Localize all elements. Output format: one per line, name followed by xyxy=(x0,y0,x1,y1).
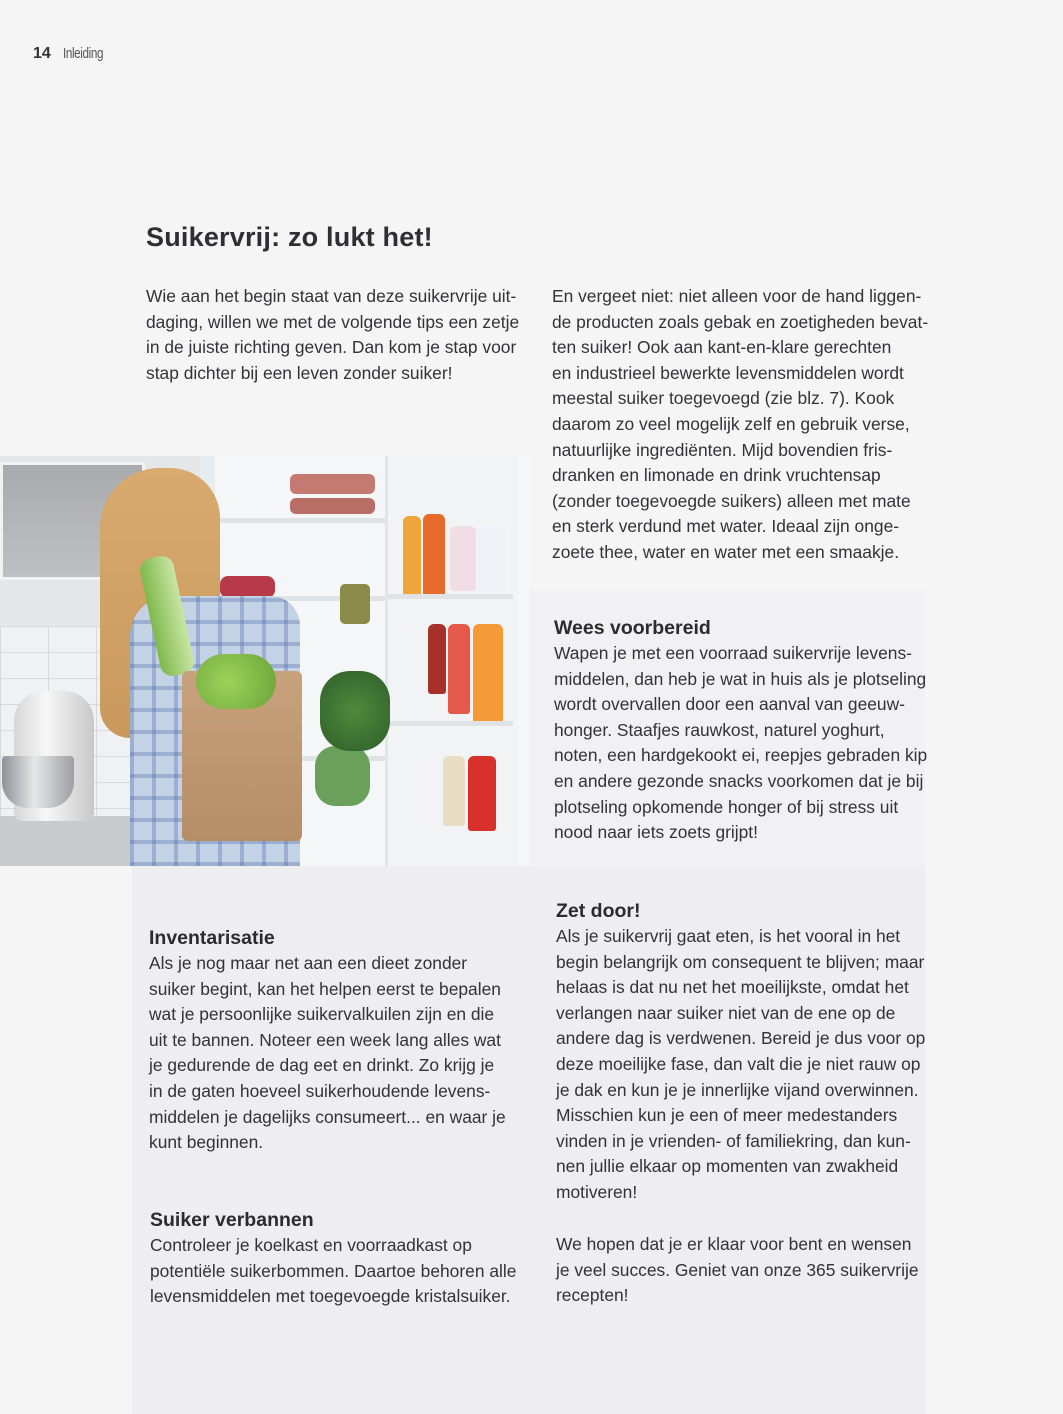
text-line: natuurlijke ingrediënten. Mijd bovendien fris- xyxy=(552,439,893,460)
text-line: En vergeet niet: niet alleen voor de hand liggen- xyxy=(552,286,922,306)
text-line: je dak en kun je je innerlijke vijand overwinnen. xyxy=(556,1079,919,1100)
section-heading: Zet door! xyxy=(556,900,641,922)
text-line: zoete thee, water en water met een smaakje. xyxy=(552,541,900,562)
text-line: daging, willen we met de volgende tips een zetje xyxy=(146,311,520,332)
text-line: verlangen naar suiker niet van de ene op de xyxy=(556,1002,896,1023)
text-line: deze moeilijke fase, dan valt die je niet rauw op xyxy=(556,1053,921,1074)
text-line: daarom zo veel mogelijk zelf en gebruik verse, xyxy=(552,413,910,434)
text-line: noten, een hardgekookt ei, reepjes gebraden kip xyxy=(554,745,928,766)
text-line: middelen je dagelijks consumeert... en waar je xyxy=(149,1106,506,1127)
text-line: de producten zoals gebak en zoetigheden bevat- xyxy=(552,311,929,332)
photo-fridge-door xyxy=(385,456,518,866)
text-line: We hopen dat je er klaar voor bent en wensen xyxy=(556,1234,912,1254)
text-line: suiker begint, kan het helpen eerst te bepalen xyxy=(149,978,501,999)
section-heading: Suiker verbannen xyxy=(150,1209,314,1231)
text-line: vinden in je vrienden- of familiekring, dan kun- xyxy=(556,1130,911,1151)
page-title: Suikervrij: zo lukt het! xyxy=(146,222,433,252)
text-line: helaas is dat nu net het moeilijkste, omdat het xyxy=(556,977,909,998)
text-line: stap dichter bij een leven zonder suiker! xyxy=(146,362,453,383)
text-line: plotseling opkomende honger of bij stress uit xyxy=(554,796,899,817)
section-suiker-verbannen xyxy=(150,1207,516,1310)
text-line: middelen, dan heb je wat in huis als je plotseling xyxy=(554,668,927,689)
text-line: uit te bannen. Noteer een week lang alles wat xyxy=(149,1029,501,1050)
photo-bottle xyxy=(473,624,503,724)
photo-ketchup-bottle xyxy=(468,756,496,831)
text-line: (zonder toegevoegde suikers) alleen met mate xyxy=(552,490,911,511)
reminder-paragraph xyxy=(552,284,928,566)
section-name: Inleiding xyxy=(62,45,103,62)
text-line: Controleer je koelkast en voorraadkast op xyxy=(150,1235,472,1255)
photo-door-shelf xyxy=(388,721,513,726)
photo-berries xyxy=(220,576,275,598)
photo-mixing-bowl xyxy=(2,756,74,808)
page-number: 14 xyxy=(33,45,51,62)
text-line: en sterk verdund met water. Ideaal zijn onge- xyxy=(552,516,900,537)
text-line: je gedurende de dag eet en drinkt. Zo krijg je xyxy=(149,1055,495,1076)
text-line: Als je suikervrij gaat eten, is het vooral in het xyxy=(556,926,901,946)
text-line: meestal suiker toegevoegd (zie blz. 7). Kook xyxy=(552,388,895,409)
section-zet-door xyxy=(556,898,925,1206)
text-line: begin belangrijk om consequent te blijven; maar xyxy=(556,951,925,972)
text-line: recepten! xyxy=(556,1285,629,1306)
text-line: levensmiddelen met toegevoegde kristalsuiker. xyxy=(150,1286,511,1307)
section-wees-voorbereid xyxy=(554,615,927,846)
photo-shelf xyxy=(215,518,385,523)
text-line: wordt overvallen door een aanval van geeuw- xyxy=(554,694,905,715)
text-line: wat je persoonlijke suikervalkuilen zijn en die xyxy=(149,1004,495,1025)
text-line: Misschien kun je een of meer medestanders xyxy=(556,1105,898,1126)
photo-woman-at-fridge xyxy=(0,456,530,866)
photo-door-shelf xyxy=(388,594,513,599)
photo-meat xyxy=(290,498,375,514)
text-line: je veel succes. Geniet van onze 365 suikervrije xyxy=(556,1259,919,1280)
text-line: motiveren! xyxy=(556,1181,638,1202)
intro-paragraph xyxy=(146,284,519,386)
photo-bottle xyxy=(403,516,421,596)
text-line: Wie aan het begin staat van deze suikervrije uit- xyxy=(146,286,517,306)
text-line: nen jullie elkaar op momenten van zwakheid xyxy=(556,1156,899,1177)
photo-bottle xyxy=(478,526,506,591)
text-line: en andere gezonde snacks voorkomen dat je bij xyxy=(554,770,924,791)
text-line: in de gaten hoeveel suikerhoudende levens- xyxy=(149,1080,491,1101)
text-line: en industrieel bewerkte levensmiddelen wordt xyxy=(552,362,904,383)
section-heading: Wees voorbereid xyxy=(554,617,711,639)
running-header xyxy=(33,45,114,63)
text-line: andere dag is verdwenen. Bereid je dus voor op xyxy=(556,1028,926,1049)
text-line: dranken en limonade en drink vruchtensap xyxy=(552,465,881,486)
text-line: ten suiker! Ook aan kant-en-klare gerechten xyxy=(552,337,892,358)
photo-vegetables xyxy=(315,746,370,806)
closing-paragraph xyxy=(556,1232,919,1309)
photo-bottle xyxy=(448,624,470,714)
photo-cabbage xyxy=(320,671,390,751)
photo-lettuce xyxy=(196,654,276,709)
photo-meat xyxy=(290,474,375,494)
text-line: Wapen je met een voorraad suikervrije levens- xyxy=(554,643,912,663)
text-line: potentiële suikerbommen. Daartoe behoren alle xyxy=(150,1260,517,1281)
section-inventarisatie xyxy=(149,925,506,1156)
photo-bottle xyxy=(423,514,445,596)
text-line: in de juiste richting geven. Dan kom je stap voor xyxy=(146,337,517,358)
photo-jar xyxy=(340,584,370,624)
text-line: honger. Staafjes rauwkost, naturel yoghurt, xyxy=(554,719,885,740)
section-heading: Inventarisatie xyxy=(149,927,275,949)
text-line: nood naar iets zoets grijpt! xyxy=(554,822,758,843)
text-line: Als je nog maar net aan een dieet zonder xyxy=(149,953,468,973)
photo-bottle xyxy=(428,624,446,694)
text-line: kunt beginnen. xyxy=(149,1132,264,1153)
photo-bottle xyxy=(450,526,476,591)
photo-sauce-bottle xyxy=(443,756,465,826)
